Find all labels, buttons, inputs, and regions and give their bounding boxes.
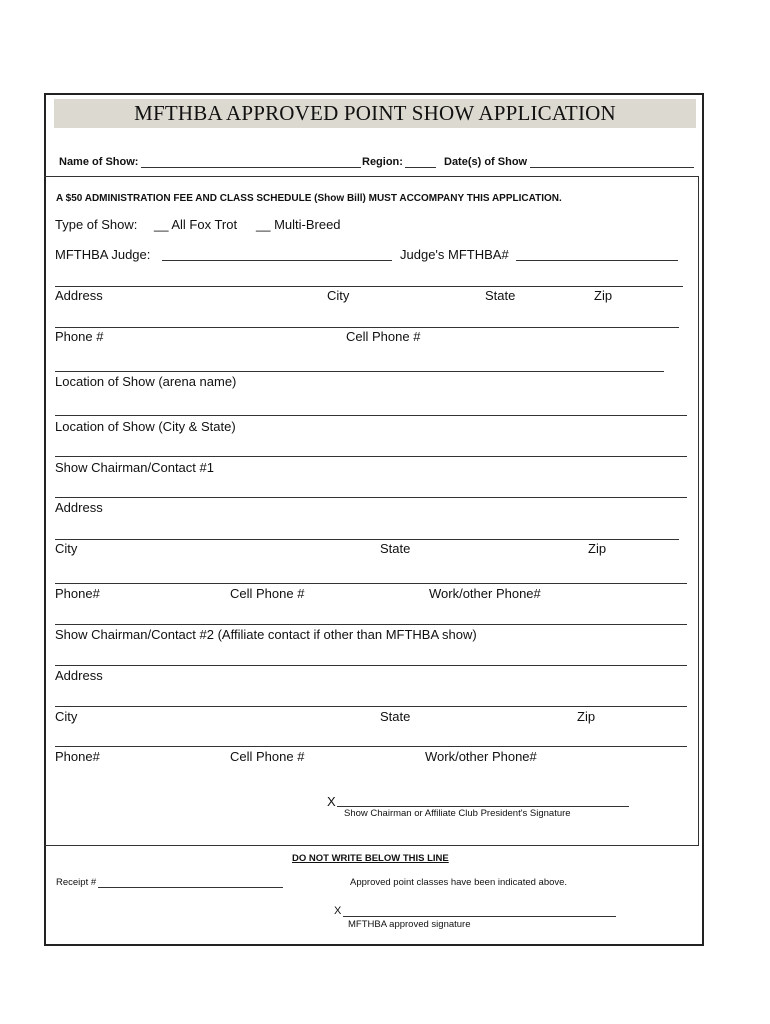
approved-note: Approved point classes have been indicated above. <box>350 877 568 888</box>
judge-city-label: City <box>327 288 350 303</box>
office-divider <box>44 845 698 846</box>
contact2-zip-label: Zip <box>577 709 596 724</box>
contact2-city-label: City <box>55 709 78 724</box>
judge-phone-label: Phone # <box>55 329 104 344</box>
contact2-phone-label: Phone# <box>55 749 100 764</box>
judge-cell-label: Cell Phone # <box>346 329 421 344</box>
location-arena-label: Location of Show (arena name) <box>55 374 237 389</box>
contact2-work-label: Work/other Phone# <box>425 749 537 764</box>
office-heading: DO NOT WRITE BELOW THIS LINE <box>292 853 449 864</box>
option-all-fox-trot[interactable]: __ All Fox Trot <box>154 217 238 232</box>
region-field[interactable] <box>405 167 436 168</box>
location-city-state-field[interactable] <box>55 415 687 416</box>
name-of-show-field[interactable] <box>141 167 361 168</box>
approval-signature-caption: MFTHBA approved signature <box>348 919 471 930</box>
contact1-address-label: Address <box>55 500 103 515</box>
approval-signature-field[interactable] <box>343 916 616 917</box>
inner-right-border <box>698 176 699 846</box>
contact1-address-field[interactable] <box>55 497 687 498</box>
contact1-zip-label: Zip <box>588 541 607 556</box>
contact1-name-field[interactable] <box>55 456 687 457</box>
contact2-name-field[interactable] <box>55 624 687 625</box>
signature-caption: Show Chairman or Affiliate Club President's Signature <box>344 808 571 819</box>
contact1-state-label: State <box>380 541 411 556</box>
signature-field[interactable] <box>337 806 629 807</box>
judge-number-field[interactable] <box>516 260 678 261</box>
judge-address-field[interactable] <box>55 286 683 287</box>
contact1-work-label: Work/other Phone# <box>429 586 541 601</box>
dates-field[interactable] <box>530 167 694 168</box>
contact2-city-field[interactable] <box>55 706 687 707</box>
judge-label: MFTHBA Judge: <box>55 247 151 262</box>
header-divider <box>44 176 698 177</box>
contact2-phone-field[interactable] <box>55 746 687 747</box>
dates-label: Date(s) of Show <box>444 156 528 168</box>
form-title: MFTHBA APPROVED POINT SHOW APPLICATION <box>134 101 616 125</box>
contact2-address-field[interactable] <box>55 665 687 666</box>
receipt-field[interactable] <box>98 887 283 888</box>
contact2-address-label: Address <box>55 668 103 683</box>
contact1-city-field[interactable] <box>55 539 679 540</box>
contact1-heading: Show Chairman/Contact #1 <box>55 460 214 475</box>
approval-x-mark: X <box>334 905 342 917</box>
option-multi-breed[interactable]: __ Multi-Breed <box>256 217 341 232</box>
signature-x-mark: X <box>327 794 336 809</box>
judge-number-label: Judge's MFTHBA# <box>400 247 509 262</box>
judge-state-label: State <box>485 288 516 303</box>
contact2-state-label: State <box>380 709 411 724</box>
judge-zip-label: Zip <box>594 288 613 303</box>
receipt-label: Receipt # <box>56 877 97 888</box>
judge-phone-field[interactable] <box>55 327 679 328</box>
contact1-phone-label: Phone# <box>55 586 100 601</box>
location-arena-field[interactable] <box>55 371 664 372</box>
name-of-show-label: Name of Show: <box>59 156 139 168</box>
contact2-cell-label: Cell Phone # <box>230 749 305 764</box>
contact1-city-label: City <box>55 541 78 556</box>
judge-field[interactable] <box>162 260 392 261</box>
contact1-phone-field[interactable] <box>55 583 687 584</box>
contact2-heading: Show Chairman/Contact #2 (Affiliate contact if other than MFTHBA show) <box>55 627 477 642</box>
location-city-state-label: Location of Show (City & State) <box>55 419 236 434</box>
type-of-show-label: Type of Show: <box>55 217 138 232</box>
judge-address-label: Address <box>55 288 103 303</box>
contact1-cell-label: Cell Phone # <box>230 586 305 601</box>
fee-notice: A $50 ADMINISTRATION FEE AND CLASS SCHEDULE (Show Bill) MUST ACCOMPANY THIS APPLICATION. <box>56 193 562 204</box>
region-label: Region: <box>362 156 403 168</box>
